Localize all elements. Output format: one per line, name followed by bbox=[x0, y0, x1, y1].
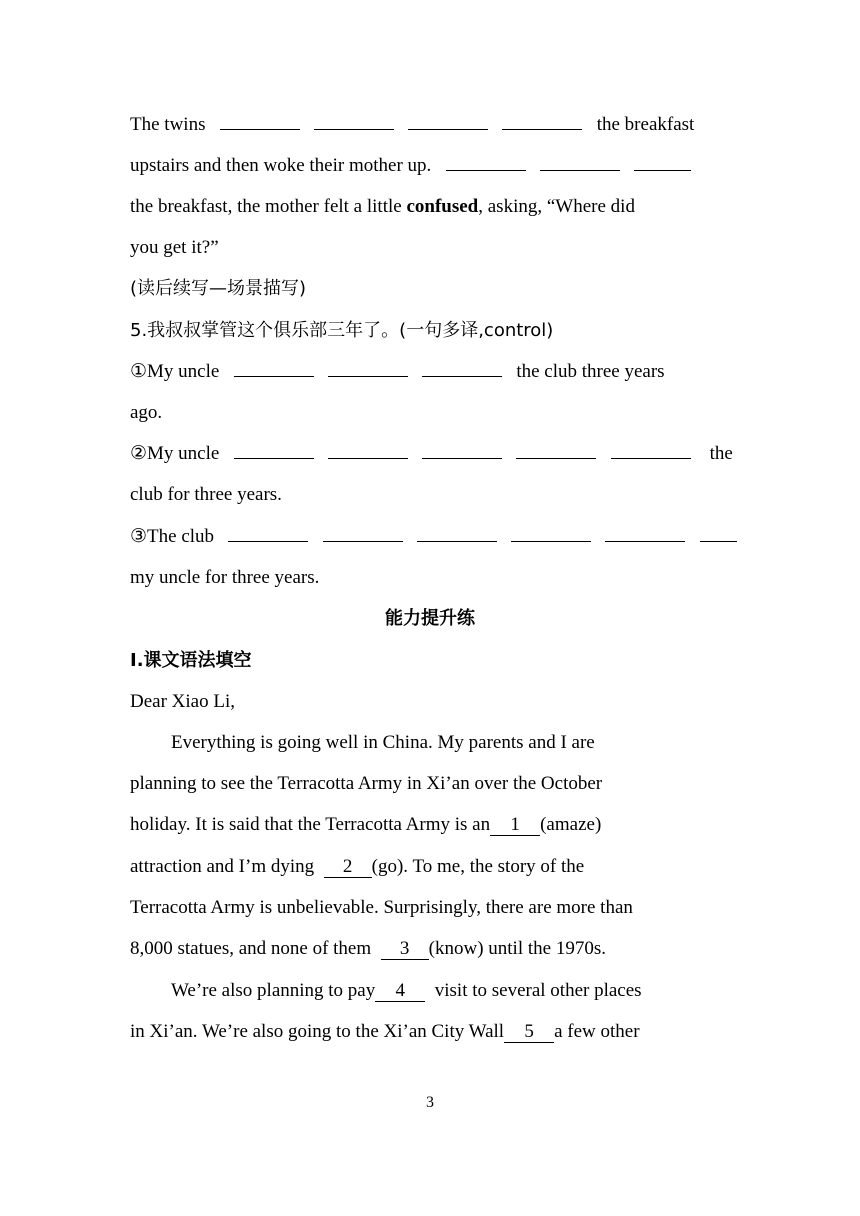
ex4-line-4: you get it?” bbox=[130, 237, 219, 258]
ex5-sentence-2 bbox=[130, 439, 733, 469]
ex4-line-1 bbox=[130, 110, 730, 140]
letter-p1-line-5: Terracotta Army is unbelievable. Surprisingly, there are more than bbox=[130, 897, 633, 918]
blank[interactable] bbox=[234, 440, 314, 459]
ex4-line-2 bbox=[130, 151, 730, 181]
text: the breakfast, the mother felt a little bbox=[130, 196, 402, 217]
page-number: 3 bbox=[426, 1094, 434, 1111]
blank[interactable] bbox=[422, 358, 502, 377]
letter-greeting: Dear Xiao Li, bbox=[130, 691, 235, 712]
text: ③The club bbox=[130, 526, 215, 547]
blank[interactable] bbox=[220, 111, 300, 130]
text: attraction and I’m dying bbox=[130, 856, 315, 877]
blank[interactable] bbox=[634, 152, 691, 171]
letter-p1-line-1: Everything is going well in China. My parents and I are bbox=[171, 732, 595, 753]
blank[interactable] bbox=[408, 111, 488, 130]
letter-p1-line-6 bbox=[130, 934, 730, 964]
blank[interactable] bbox=[540, 152, 620, 171]
blank[interactable] bbox=[700, 523, 737, 542]
text: We’re also planning to pay bbox=[171, 980, 376, 1001]
part-heading: Ⅰ.课文语法填空 bbox=[130, 650, 252, 671]
ex5-sentence-3 bbox=[130, 522, 730, 552]
blank[interactable] bbox=[328, 358, 408, 377]
text: upstairs and then woke their mother up. bbox=[130, 155, 432, 176]
text: the bbox=[709, 443, 733, 464]
ex5-sentence-1-cont: ago. bbox=[130, 402, 163, 423]
ex5-sentence-3-cont: my uncle for three years. bbox=[130, 567, 320, 588]
letter-p2-line-2 bbox=[130, 1017, 730, 1047]
letter-p1-line-4 bbox=[130, 852, 730, 882]
text: ②My uncle bbox=[130, 443, 220, 464]
text: (go). To me, the story of the bbox=[371, 856, 585, 877]
text: (know) until the 1970s. bbox=[428, 938, 606, 959]
text: (amaze) bbox=[540, 814, 602, 835]
bold-word: confused bbox=[406, 196, 479, 217]
text: , asking, “Where did bbox=[478, 196, 635, 217]
blank[interactable] bbox=[446, 152, 526, 171]
text: holiday. It is said that the Terracotta Army is an bbox=[130, 814, 491, 835]
ex5-sentence-2-cont: club for three years. bbox=[130, 484, 282, 505]
blank-1[interactable]: 1 bbox=[490, 815, 540, 836]
blank[interactable] bbox=[234, 358, 314, 377]
letter-p1-line-2: planning to see the Terracotta Army in Xi’an over the October bbox=[130, 773, 603, 794]
blank[interactable] bbox=[328, 440, 408, 459]
ex5-sentence-1 bbox=[130, 357, 730, 387]
blank[interactable] bbox=[605, 523, 685, 542]
section-heading: 能力提升练 bbox=[385, 608, 475, 629]
text: visit to several other places bbox=[434, 980, 642, 1001]
ex4-note: (读后续写—场景描写) bbox=[130, 278, 307, 299]
blank-3[interactable]: 3 bbox=[381, 939, 429, 960]
blank[interactable] bbox=[511, 523, 591, 542]
blank-4[interactable]: 4 bbox=[375, 981, 425, 1002]
letter-p1-line-3 bbox=[130, 810, 730, 840]
text: The twins bbox=[130, 114, 206, 135]
text: in Xi’an. We’re also going to the Xi’an City Wall bbox=[130, 1021, 505, 1042]
blank[interactable] bbox=[516, 440, 596, 459]
text: the club three years bbox=[516, 361, 665, 382]
text: a few other bbox=[554, 1021, 640, 1042]
ex5-title: 5.我叔叔掌管这个俱乐部三年了。(一句多译,control) bbox=[130, 320, 554, 341]
blank[interactable] bbox=[502, 111, 582, 130]
blank[interactable] bbox=[417, 523, 497, 542]
blank[interactable] bbox=[422, 440, 502, 459]
blank[interactable] bbox=[314, 111, 394, 130]
letter-p2-line-1 bbox=[171, 976, 730, 1006]
blank-2[interactable]: 2 bbox=[324, 857, 372, 878]
blank-5[interactable]: 5 bbox=[504, 1022, 554, 1043]
text: 8,000 statues, and none of them bbox=[130, 938, 372, 959]
ex4-line-3 bbox=[130, 192, 730, 222]
text: the breakfast bbox=[596, 114, 695, 135]
text: ①My uncle bbox=[130, 361, 220, 382]
blank[interactable] bbox=[611, 440, 691, 459]
blank[interactable] bbox=[323, 523, 403, 542]
blank[interactable] bbox=[228, 523, 308, 542]
